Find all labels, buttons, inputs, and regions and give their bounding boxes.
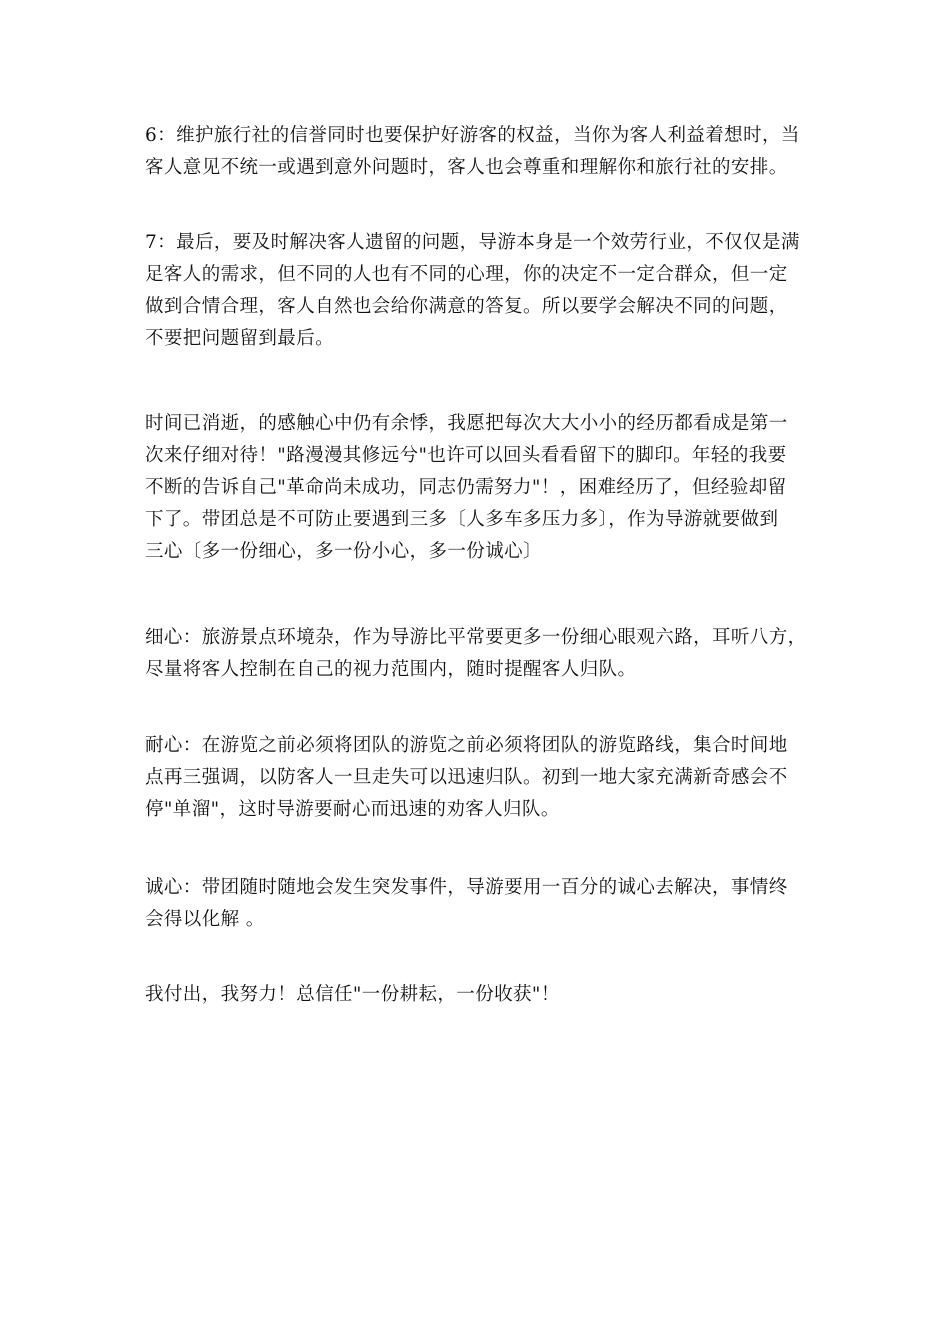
- text-line: 诚心：带团随时随地会发生突发事件，导游要用一百分的诚心去解决，事情终: [145, 877, 788, 898]
- text-line: 细心：旅游景点环境杂，作为导游比平常要更多一份细心眼观六路，耳听八方，: [145, 627, 807, 648]
- paragraph-patience: [145, 730, 810, 826]
- text-line: 不断的告诉自己"革命尚未成功，同志仍需努力"！，困难经历了，但经验却留: [145, 477, 787, 498]
- text-line: 三心〔多一份细心，多一份小心，多一份诚心〕: [145, 541, 542, 562]
- text-line: 停"单溜"，这时导游要耐心而迅速的劝客人归队。: [145, 799, 560, 820]
- text-line: 次来仔细对待！"路漫漫其修远兮"也许可以回头看看留下的脚印。年轻的我要: [145, 445, 787, 466]
- text-line: 下了。带团总是不可防止要遇到三多〔人多车多压力多〕，作为导游就要做到: [145, 509, 779, 530]
- text-line: 耐心：在游览之前必须将团队的游览之前必须将团队的游览路线，集合时间地: [145, 735, 788, 756]
- text-line: 会得以化解 。: [145, 909, 265, 930]
- text-line: 不要把问题留到最后。: [145, 328, 335, 349]
- text-line: 点再三强调，以防客人一旦走失可以迅速归队。初到一地大家充满新奇感会不: [145, 767, 788, 788]
- paragraph-attentiveness: [145, 622, 810, 686]
- text-line: 客人意见不统一或遇到意外问题时，客人也会尊重和理解你和旅行社的安排。: [145, 157, 788, 178]
- paragraph-sincerity: [145, 872, 810, 936]
- text-line: 时间已消逝，的感触心中仍有余悸，我愿把每次大大小小的经历都看成是第一: [145, 413, 788, 434]
- text-line: 尽量将客人控制在自己的视力范围内，随时提醒客人归队。: [145, 659, 637, 680]
- text-line: 6：维护旅行社的信誉同时也要保护好游客的权益，当你为客人利益着想时，当: [145, 125, 800, 146]
- paragraph-item-7: [145, 227, 810, 355]
- paragraph-item-6: [145, 120, 810, 184]
- text-line: 我付出，我努力！总信任"一份耕耘，一份收获"！: [145, 984, 560, 1005]
- text-line: 7：最后，要及时解决客人遗留的问题，导游本身是一个效劳行业，不仅仅是满: [145, 232, 800, 253]
- text-line: 足客人的需求，但不同的人也有不同的心理，你的决定不一定合群众，但一定: [145, 264, 788, 285]
- paragraph-closing: [145, 979, 810, 1011]
- text-line: 做到合情合理，客人自然也会给你满意的答复。所以要学会解决不同的问题，: [145, 296, 788, 317]
- paragraph-reflection: [145, 408, 810, 568]
